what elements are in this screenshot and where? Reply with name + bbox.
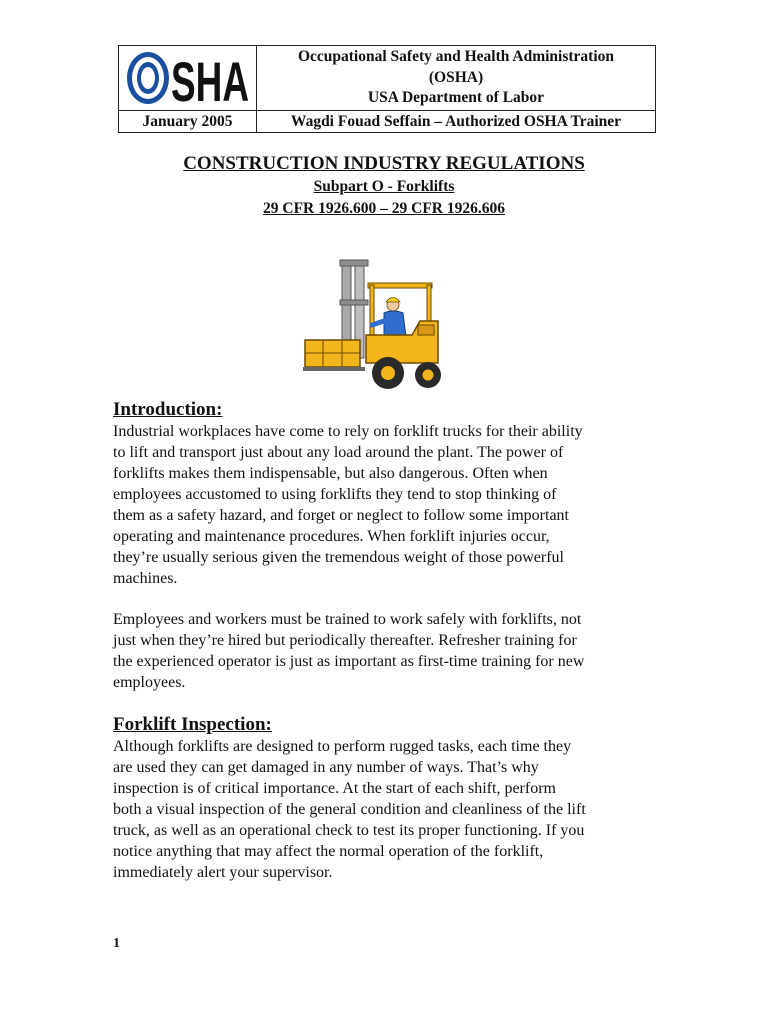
text-line: operating and maintenance procedures. When forklift injuries occur, [113,528,550,545]
organization-cell [257,46,656,111]
main-title: CONSTRUCTION INDUSTRY REGULATIONS [183,153,585,174]
text-line: to lift and transport just about any load around the plant. The power of [113,444,564,461]
text-line: Industrial workplaces have come to rely on forklift trucks for their ability [113,423,583,440]
text-line: notice anything that may affect the normal operation of the forklift, [113,843,544,860]
inspection-paragraph [113,736,673,883]
org-department: USA Department of Labor [367,89,545,107]
header-table [118,45,656,133]
text-line: them as a safety hazard, and forget or neglect to follow some important [113,507,569,524]
org-abbrev: (OSHA) [428,68,484,86]
text-line: inspection is of critical importance. At the start of each shift, perform [113,780,556,797]
introduction-heading: Introduction: [113,399,223,420]
trainer-cell: Wagdi Fouad Seffain – Authorized OSHA Trainer [257,111,656,133]
introduction-paragraph-1 [113,421,673,589]
introduction-paragraph-2 [113,609,673,693]
text-line: are used they can get damaged in any number of ways. That’s why [113,759,539,776]
cfr-title: 29 CFR 1926.600 – 29 CFR 1926.606 [263,200,505,217]
text-line: the experienced operator is just as important as first-time training for new [113,653,585,670]
osha-logo-cell [119,46,257,111]
text-line: truck, as well as an operational check to test its proper functioning. If you [113,822,585,839]
text-line: Although forklifts are designed to perform rugged tasks, each time they [113,738,572,755]
text-line: both a visual inspection of the general condition and cleanliness of the lift [113,801,586,818]
date-cell: January 2005 [119,111,257,133]
text-line: just when they’re hired but periodically thereafter. Refresher training for [113,632,577,649]
text-line: they’re usually serious given the tremendous weight of those powerful [113,549,564,566]
org-name: Occupational Safety and Health Administration [297,48,615,66]
subpart-title: Subpart O - Forklifts [313,178,455,195]
page-number: 1 [113,936,120,951]
text-line: forklifts makes them indispensable, but also dangerous. Often when [113,465,548,482]
text-line: machines. [113,570,178,587]
osha-logo [124,48,252,113]
forklift-illustration [300,255,445,400]
text-line: Employees and workers must be trained to work safely with forklifts, not [113,611,582,628]
forklift-inspection-heading: Forklift Inspection: [113,714,272,735]
text-line: employees accustomed to using forklifts they tend to stop thinking of [113,486,557,503]
forklift-icon [300,255,445,400]
osha-logo-text: SHA [170,50,249,113]
text-line: employees. [113,674,186,691]
text-line: immediately alert your supervisor. [113,864,333,881]
